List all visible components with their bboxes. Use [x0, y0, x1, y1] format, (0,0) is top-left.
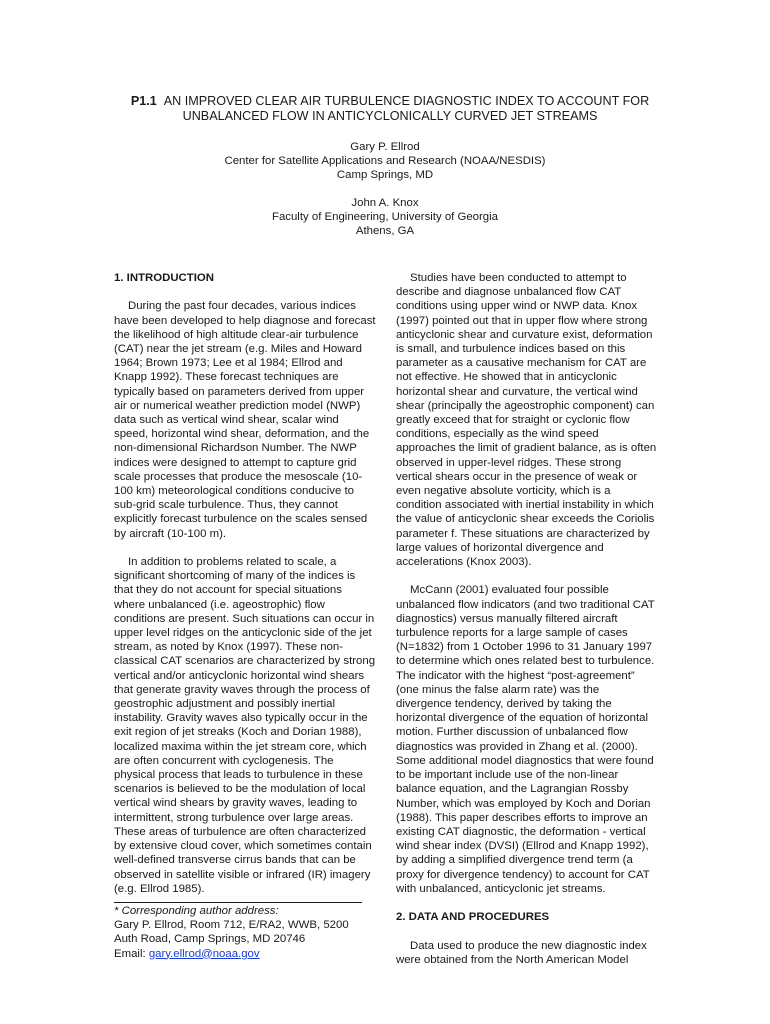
author-location: Camp Springs, MD	[336, 169, 434, 181]
right-column	[396, 271, 658, 967]
section-heading-introduction: 1. INTRODUCTION	[114, 272, 214, 284]
author-name: John A. Knox	[351, 197, 419, 209]
footnote-divider	[114, 902, 362, 903]
footnote-title: * Corresponding author address:	[114, 904, 279, 917]
paragraph: Data used to produce the new diagnostic index were obtained from the North American Model	[396, 939, 647, 966]
section-heading-data: 2. DATA AND PROCEDURES	[396, 911, 550, 924]
footnote-email-line	[114, 947, 376, 961]
footnote-line: Gary P. Ellrod, Room 712, E/RA2, WWB, 5200	[114, 919, 349, 932]
paper-title	[90, 94, 690, 124]
title-line-1	[90, 94, 690, 109]
author-affiliation: Faculty of Engineering, University of Georgia	[271, 211, 499, 223]
paragraph: During the past four decades, various indices have been developed to help diagnose and forecast the likelihood of high altitude clear-air turbulence (CAT) near the jet stream (e.g. Miles and Howard 1964; Brown 1973; Lee et al 1984; Ellrod and Knapp 1992). These forecast techniques are typically based on parameters derived from upper air or numerical weather prediction model (NWP) data such as vertical wind shear, scalar wind speed, horizontal wind shear, deformation, and the non-dimensional Richardson Number. The NWP indices were designed to attempt to capture grid scale processes that produce the mesoscale (10-100 km) meteorological conditions conducive to sub-grid scale turbulence. Thus, they cannot explicitly forecast turbulence on the scales sensed by aircraft (10-100 m).	[114, 300, 376, 540]
author-name: Gary P. Ellrod	[350, 141, 420, 153]
author-location: Athens, GA	[355, 225, 415, 237]
author-affiliation: Center for Satellite Applications and Research (NOAA/NESDIS)	[224, 155, 546, 167]
paragraph: McCann (2001) evaluated four possible unbalanced flow indicators (and two traditional CAT diagnostics) versus manually filtered aircraft turbulence reports for a large sample of cases (N=1832) from 1 October 1996 to 31 January 1997 to determine which ones related best to turbulence. The indicator with the highest “post-agreement” (one minus the false alarm rate) was the divergence tendency, derived by taking the horizontal divergence of the equation of horizontal motion. Further discussion of unbalanced flow diagnostics was provided in Zhang et al. (2000). Some additional model diagnostics that were found to be important include use of the non-linear balance equation, and the Lagrangian Rossby Number, which was employed by Koch and Dorian (1988). This paper describes efforts to improve an existing CAT diagnostic, the deformation - vertical wind shear index (DVSI) (Ellrod and Knapp 1992), by adding a simplified divergence trend term (a proxy for divergence tendency) to account for CAT with unbalanced, anticyclonic jet streams.	[396, 584, 655, 895]
paragraph: In addition to problems related to scale, a significant shortcoming of many of the indices is that they do not account for special situations where unbalanced (i.e. ageostrophic) flow conditions are present. Such situations can occur in upper level ridges on the anticyclonic side of the jet stream, as noted by Knox (1997). These non-classical CAT scenarios are characterized by strong vertical and/or anticyclonic horizontal wind shears that generate gravity waves through the process of geostrophic adjustment and possibly inertial instability. Gravity waves also typically occur in the exit region of jet streaks (Koch and Dorian 1988), localized maxima within the jet stream core, which are often concurrent with cyclogenesis. The physical process that leads to turbulence in these scenarios is believed to be the modulation of local vertical wind shears by gravity waves, leading to intermittent, strong turbulence over large areas. These areas of turbulence are often characterized by extensive cloud cover, which sometimes contain well-defined transverse cirrus bands that can be observed in satellite visible or infrared (IR) imagery (e.g. Ellrod 1985).	[114, 556, 376, 895]
paper-number: P1.1	[130, 94, 157, 108]
left-column	[114, 271, 376, 961]
footnote-line: Auth Road, Camp Springs, MD 20746	[114, 933, 306, 946]
email-label: Email:	[114, 947, 149, 960]
paragraph: Studies have been conducted to attempt to describe and diagnose unbalanced flow CAT conditions using upper wind or NWP data. Knox (1997) pointed out that in upper flow where strong anticyclonic shear and curvature exist, deformation is small, and turbulence indices based on this parameter as a causative mechanism for CAT are not effective. He showed that in anticyclonic horizontal shear and curvature, the vertical wind shear (principally the ageostrophic component) can greatly exceed that for straight or cyclonic flow conditions, especially as the wind speed approaches the limit of gradient balance, as is often observed in upper-level ridges. These strong vertical shears occur in the presence of weak or even negative absolute vorticity, which is a condition associated with inertial instability in which the value of anticyclonic shear exceeds the Coriolis parameter f. These situations are characterized by large values of horizontal divergence and accelerations (Knox 2003).	[396, 272, 657, 569]
email-link[interactable]: gary.ellrod@noaa.gov	[148, 947, 260, 960]
title-text-1: AN IMPROVED CLEAR AIR TURBULENCE DIAGNOSTIC INDEX TO ACCOUNT FOR	[163, 94, 650, 108]
author-block	[135, 140, 635, 238]
title-line-2: UNBALANCED FLOW IN ANTICYCLONICALLY CURVED JET STREAMS	[182, 109, 598, 123]
